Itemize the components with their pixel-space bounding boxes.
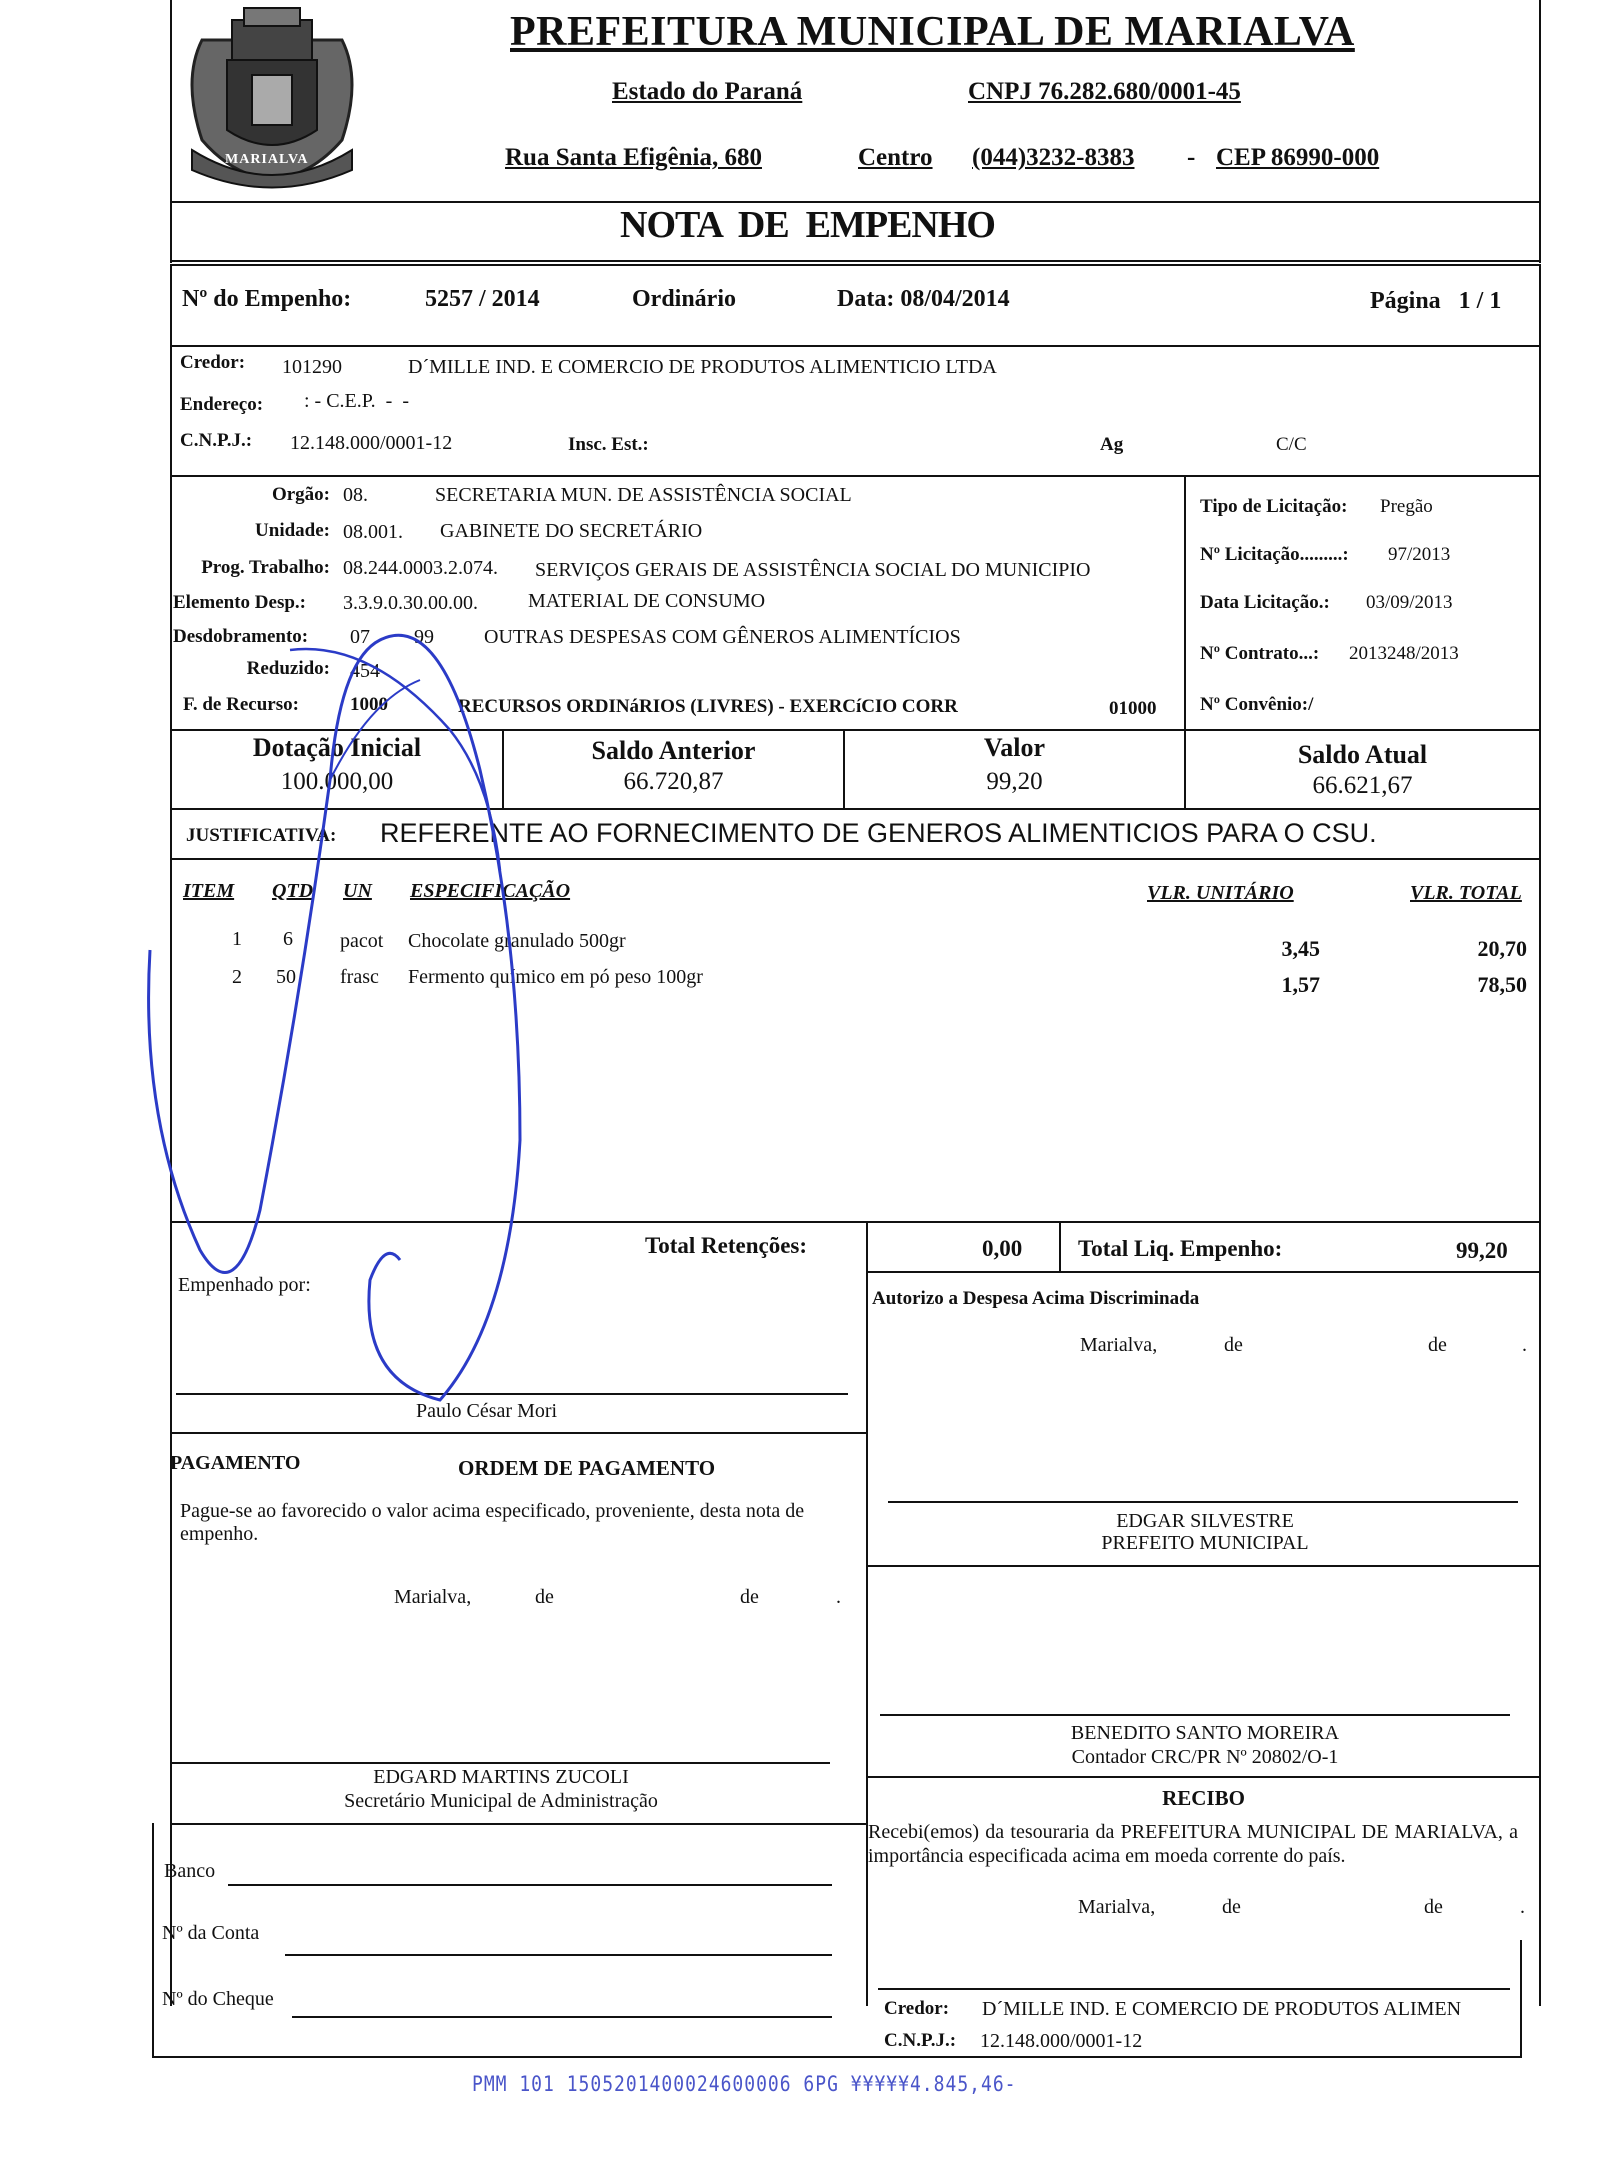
- prog-code: 08.244.0003.2.074.: [343, 557, 498, 579]
- header-item: ITEM: [183, 880, 235, 902]
- street-address: Rua Santa Efigênia, 680: [505, 144, 762, 171]
- empenhado-name: Paulo César Mori: [416, 1400, 558, 1422]
- creditor-code: 101290: [282, 356, 342, 378]
- authorization-dot: .: [1522, 1334, 1527, 1356]
- row-item: 2: [232, 966, 242, 988]
- receipt-cnpj-label: C.N.P.J.:: [884, 2030, 957, 2051]
- secretary-name: EDGARD MARTINS ZUCOLI: [373, 1766, 629, 1788]
- reduzido-value: 454: [350, 660, 380, 682]
- cheque-number-label: Nº do Cheque: [162, 1988, 274, 2010]
- receipt-de-2: de: [1424, 1896, 1443, 1918]
- licitacao-number-label: Nº Licitação.........:: [1200, 544, 1349, 565]
- empenhado-label: Empenhado por:: [178, 1274, 311, 1296]
- receipt-de-1: de: [1222, 1896, 1241, 1918]
- receipt-creditor-name: D´MILLE IND. E COMERCIO DE PRODUTOS ALIMEN: [982, 1998, 1462, 2020]
- empenho-number-label: Nº do Empenho:: [182, 286, 352, 312]
- accountant-title: Contador CRC/PR Nº 20802/O-1: [1071, 1746, 1339, 1768]
- licitacao-date: 03/09/2013: [1366, 592, 1453, 613]
- row-total-price: 20,70: [1477, 936, 1527, 961]
- licitacao-type-label: Tipo de Licitação:: [1200, 496, 1348, 517]
- empenho-number: 5257 / 2014: [425, 286, 540, 312]
- receipt-dot: .: [1520, 1896, 1525, 1918]
- creditor-cnpj-label: C.N.P.J.:: [180, 430, 253, 451]
- authorization-title: Autorizo a Despesa Acima Discriminada: [872, 1288, 1200, 1309]
- licitacao-date-label: Data Licitação.:: [1200, 592, 1330, 613]
- bank-label: Banco: [164, 1860, 216, 1882]
- fonte-name: RECURSOS ORDINáRIOS (LIVRES) - EXERCíCIO CORR: [458, 696, 958, 717]
- bank-authentication-stamp: PMM 101 1505201400024600006 6PG ¥¥¥¥¥4.845,46-: [472, 2071, 1017, 2098]
- unidade-label: Unidade:: [255, 520, 330, 541]
- secretary-title: Secretário Municipal de Administração: [344, 1790, 658, 1812]
- account-number-label: Nº da Conta: [162, 1922, 260, 1944]
- payment-de-1: de: [535, 1586, 554, 1608]
- insc-est-label: Insc. Est.:: [568, 434, 649, 455]
- retencoes-label: Total Retenções:: [645, 1233, 808, 1258]
- address-separator: -: [1187, 144, 1196, 171]
- phone: (044)3232-8383: [972, 144, 1135, 171]
- row-unit: frasc: [340, 966, 379, 988]
- reduzido-label: Reduzido:: [246, 658, 330, 679]
- payment-de-2: de: [740, 1586, 759, 1608]
- payment-city: Marialva,: [394, 1586, 472, 1608]
- orgao-label: Orgão:: [271, 484, 330, 505]
- row-item: 1: [232, 928, 242, 950]
- authorization-de-2: de: [1428, 1334, 1447, 1356]
- district: Centro: [858, 144, 933, 171]
- receipt-city: Marialva,: [1078, 1896, 1156, 1918]
- total-liquido-label: Total Liq. Empenho:: [1078, 1236, 1283, 1261]
- empenho-type: Ordinário: [632, 286, 737, 312]
- row-spec: Fermento químico em pó peso 100gr: [408, 966, 703, 988]
- saldo-anterior-label: Saldo Anterior: [591, 736, 756, 765]
- dotacao-value: 100.000,00: [280, 768, 394, 795]
- convenio-label: Nº Convênio:/: [1200, 694, 1314, 715]
- creditor-cnpj: 12.148.000/0001-12: [290, 432, 453, 454]
- fonte-code: 1000: [350, 694, 388, 715]
- payment-label: PAGAMENTO: [170, 1452, 301, 1474]
- dotacao-label: Dotação Inicial: [252, 733, 422, 762]
- orgao-code: 08.: [343, 484, 368, 506]
- state-name: Estado do Paraná: [612, 78, 803, 105]
- desdobramento-code-2: 99: [414, 626, 434, 648]
- creditor-label: Credor:: [180, 352, 246, 373]
- receipt-title: RECIBO: [1162, 1786, 1245, 1810]
- accountant-name: BENEDITO SANTO MOREIRA: [1070, 1722, 1340, 1744]
- row-unit: pacot: [340, 930, 384, 952]
- total-liquido-value: 99,20: [1456, 1238, 1508, 1263]
- receipt-cnpj: 12.148.000/0001-12: [980, 2030, 1143, 2052]
- authorization-city: Marialva,: [1080, 1334, 1158, 1356]
- contrato-number: 2013248/2013: [1349, 643, 1459, 664]
- account-label: C/C: [1276, 434, 1307, 455]
- page-number: Página 1 / 1: [1370, 288, 1502, 314]
- elemento-name: MATERIAL DE CONSUMO: [528, 590, 766, 612]
- desdobramento-code: 07: [350, 626, 370, 648]
- row-total-price: 78,50: [1477, 972, 1527, 997]
- document-title: NOTA DE EMPENHO: [620, 204, 995, 246]
- handwritten-signature: [140, 620, 640, 1420]
- desdobramento-label: Desdobramento:: [173, 626, 309, 647]
- retencoes-value: 0,00: [982, 1236, 1023, 1261]
- justification-label: JUSTIFICATIVA:: [186, 825, 337, 846]
- crest-ribbon-text: MARIALVA: [225, 152, 309, 167]
- receipt-creditor-label: Credor:: [884, 1998, 950, 2019]
- municipality-title: PREFEITURA MUNICIPAL DE MARIALVA: [510, 9, 1355, 55]
- saldo-anterior-value: 66.720,87: [623, 768, 724, 795]
- valor-label: Valor: [983, 733, 1046, 762]
- contrato-label: Nº Contrato...:: [1200, 643, 1320, 664]
- saldo-atual-label: Saldo Atual: [1297, 740, 1428, 769]
- mayor-title: PREFEITO MUNICIPAL: [1101, 1532, 1309, 1554]
- fonte-code-2: 01000: [1109, 698, 1157, 719]
- prog-name: SERVIÇOS GERAIS DE ASSISTÊNCIA SOCIAL DO MUNICIPIO: [535, 559, 1091, 581]
- agency-label: Ag: [1100, 434, 1124, 455]
- address-value: : - C.E.P. - -: [304, 390, 409, 412]
- elemento-code: 3.3.9.0.30.00.00.: [343, 592, 478, 614]
- header-total-price: VLR. TOTAL: [1410, 882, 1522, 904]
- saldo-atual-value: 66.621,67: [1312, 772, 1413, 799]
- prog-label: Prog. Trabalho:: [201, 557, 330, 578]
- header-spec: ESPECIFICAÇÃO: [410, 880, 571, 902]
- cep: CEP 86990-000: [1216, 144, 1380, 171]
- payment-dot: .: [836, 1586, 841, 1608]
- desdobramento-name: OUTRAS DESPESAS COM GÊNEROS ALIMENTÍCIOS: [484, 626, 961, 648]
- empenho-date: Data: 08/04/2014: [837, 286, 1010, 312]
- mayor-name: EDGAR SILVESTRE: [1116, 1510, 1294, 1532]
- header-qtd: QTD: [272, 880, 314, 902]
- unidade-name: GABINETE DO SECRETÁRIO: [440, 520, 703, 542]
- elemento-label: Elemento Desp.:: [173, 592, 306, 613]
- header-un: UN: [343, 880, 372, 902]
- row-spec: Chocolate granulado 500gr: [408, 930, 626, 952]
- row-unit-price: 1,57: [1281, 972, 1320, 997]
- licitacao-type: Pregão: [1380, 496, 1433, 517]
- fonte-label: F. de Recurso:: [183, 694, 299, 715]
- payment-text: Pague-se ao favorecido o valor acima especificado, proveniente, desta nota de empenho.: [180, 1500, 805, 1545]
- payment-order-title: ORDEM DE PAGAMENTO: [458, 1456, 716, 1480]
- licitacao-number: 97/2013: [1388, 544, 1451, 565]
- header-unit-price: VLR. UNITÁRIO: [1147, 882, 1294, 904]
- row-qtd: 6: [283, 928, 293, 950]
- row-unit-price: 3,45: [1281, 936, 1320, 961]
- creditor-name: D´MILLE IND. E COMERCIO DE PRODUTOS ALIMENTICIO LTDA: [408, 356, 997, 378]
- receipt-text: Recebi(emos) da tesouraria da PREFEITURA MUNICIPAL DE MARIALVA, a importância especificada acima em moeda corrente do país.: [868, 1821, 1518, 1867]
- address-label: Endereço:: [180, 394, 264, 415]
- municipality-cnpj: CNPJ 76.282.680/0001-45: [968, 78, 1241, 105]
- authorization-de-1: de: [1224, 1334, 1243, 1356]
- row-qtd: 50: [276, 966, 296, 988]
- unidade-code: 08.001.: [343, 521, 403, 543]
- justification-text: REFERENTE AO FORNECIMENTO DE GENEROS ALIMENTICIOS PARA O CSU.: [380, 818, 1377, 848]
- valor-value: 99,20: [986, 768, 1043, 795]
- orgao-name: SECRETARIA MUN. DE ASSISTÊNCIA SOCIAL: [435, 484, 852, 506]
